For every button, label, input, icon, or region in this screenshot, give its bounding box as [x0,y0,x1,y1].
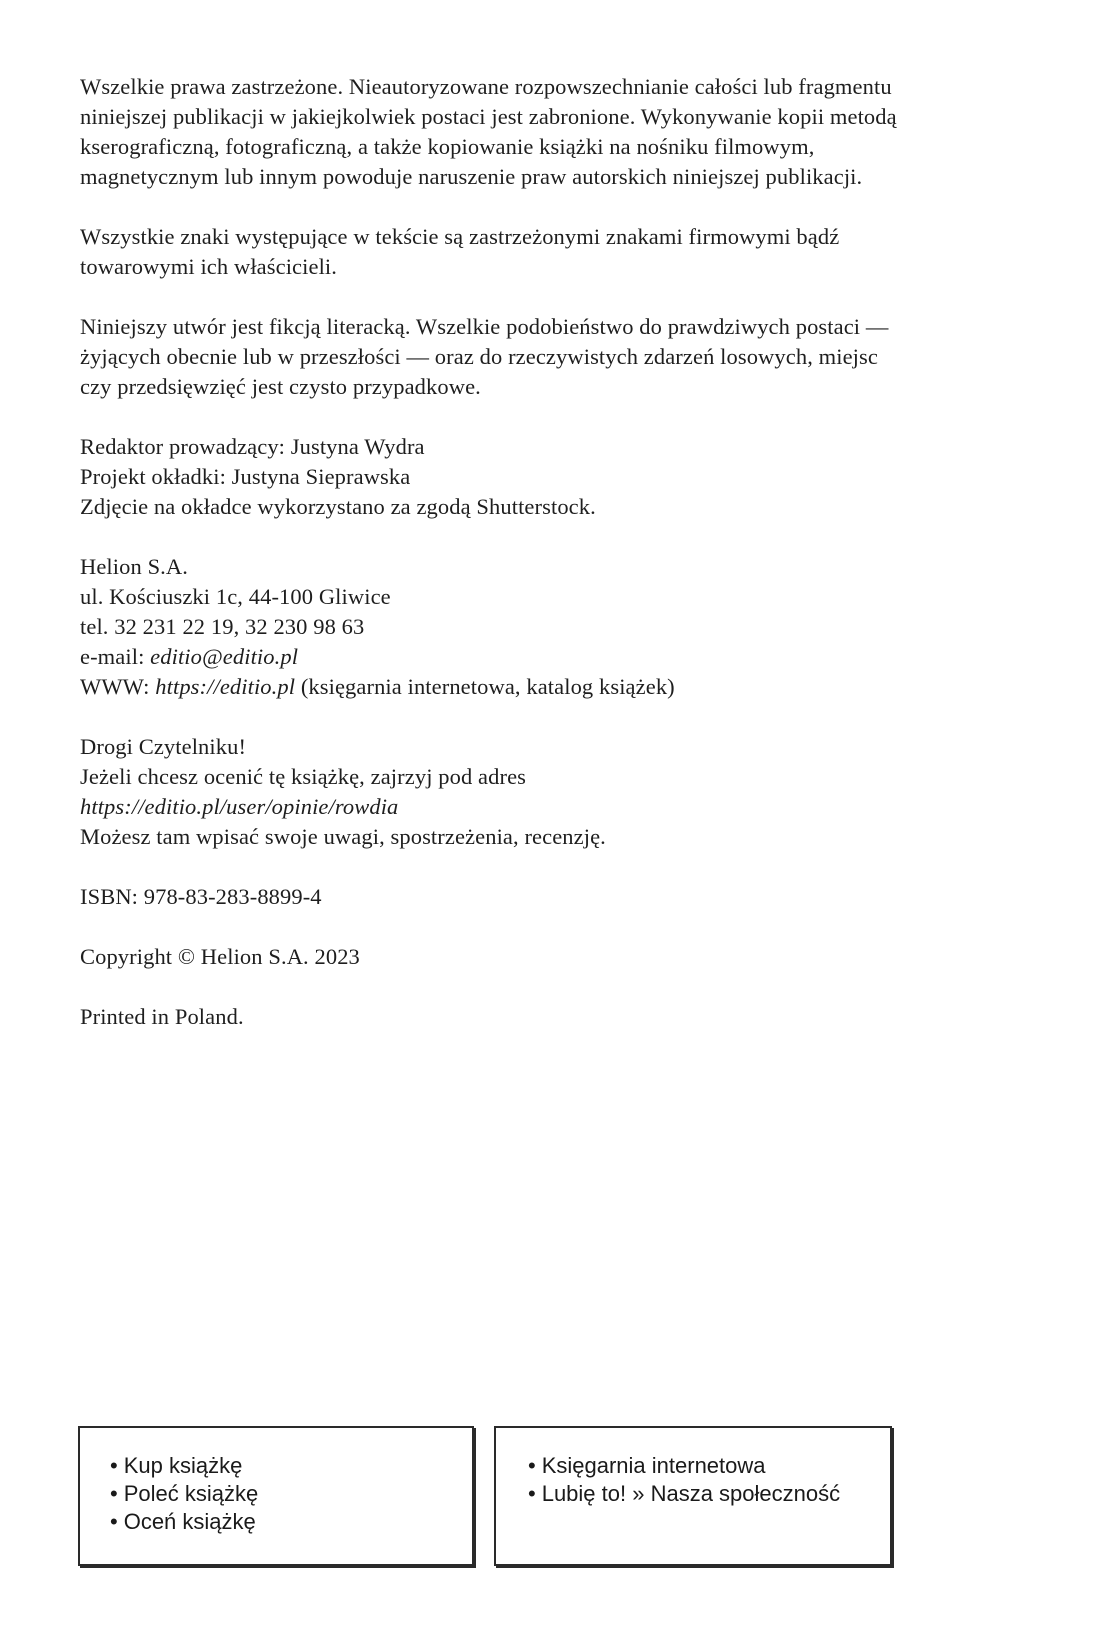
copyright [80,942,1020,972]
store-links-box [494,1426,892,1566]
link-label: Lubię to! » Nasza społeczność [541,1481,841,1506]
link-label: Poleć książkę [123,1481,259,1506]
rights-line: Wszelkie prawa zastrzeżone. Nieautoryzowane rozpowszechnianie całości lub fragmentu [80,74,892,99]
link-boxes [0,1426,1102,1566]
isbn-text: ISBN: 978-83-283-8899-4 [80,884,322,909]
trademark-line: towarowymi ich właścicieli. [80,254,338,279]
www-note: (księgarnia internetowa, katalog książek) [295,674,675,699]
cover-credit: Projekt okładki: Justyna Sieprawska [80,464,411,489]
fiction-disclaimer [80,312,1020,402]
bookstore-link[interactable] [528,1452,840,1480]
publisher-phone: tel. 32 231 22 19, 32 230 98 63 [80,614,365,639]
link-label: Oceń książkę [123,1509,256,1534]
reader-greeting: Drogi Czytelniku! [80,734,247,759]
reader-note-text: Możesz tam wpisać swoje uwagi, spostrzeżenia, recenzję. [80,824,606,849]
buy-book-link[interactable] [110,1452,258,1480]
www-link[interactable]: https://editio.pl [155,674,296,699]
publisher-email-row [80,642,1020,672]
rights-notice [80,72,1020,192]
fiction-line: czy przedsięwzięć jest czysto przypadkowe. [80,374,481,399]
trademark-line: Wszystkie znaki występujące w tekście są zastrzeżonymi znakami firmowymi bądź [80,224,840,249]
bullet-icon: • [110,1481,118,1506]
link-label: Kup książkę [123,1453,243,1478]
review-url-link[interactable]: https://editio.pl/user/opinie/rowdia [80,794,399,819]
imprint-page [80,72,1020,1062]
fiction-line: Niniejszy utwór jest fikcją literacką. Wszelkie podobieństwo do prawdziwych postaci — [80,314,889,339]
rate-book-link[interactable] [110,1508,258,1536]
publisher-address: ul. Kościuszki 1c, 44-100 Gliwice [80,584,391,609]
rights-line: niniejszej publikacji w jakiejkolwiek postaci jest zabronione. Wykonywanie kopii metodą [80,104,897,129]
bullet-icon: • [528,1481,536,1506]
bullet-icon: • [528,1453,536,1478]
link-label: Księgarnia internetowa [541,1453,766,1478]
fiction-line: żyjących obecnie lub w przeszłości — oraz do rzeczywistych zdarzeń losowych, miejsc [80,344,878,369]
photo-credit: Zdjęcie na okładce wykorzystano za zgodą Shutterstock. [80,494,596,519]
bullet-icon: • [110,1453,118,1478]
email-link[interactable]: editio@editio.pl [150,644,299,669]
email-label: e-mail: [80,644,151,669]
printed-text: Printed in Poland. [80,1004,244,1029]
isbn [80,882,1020,912]
www-label: WWW: [80,674,156,699]
bullet-icon: • [110,1509,118,1534]
book-actions-box [78,1426,474,1566]
rights-line: magnetycznym lub innym powoduje naruszenie praw autorskich niniejszej publikacji. [80,164,863,189]
trademark-notice [80,222,1020,282]
editor-credit: Redaktor prowadzący: Justyna Wydra [80,434,425,459]
reader-prompt: Jeżeli chcesz ocenić tę książkę, zajrzyj pod adres [80,764,527,789]
publisher-info [80,552,1020,702]
community-link[interactable] [528,1480,840,1508]
copyright-text: Copyright © Helion S.A. 2023 [80,944,360,969]
reader-note [80,732,1020,852]
credits [80,432,1020,522]
publisher-name: Helion S.A. [80,554,188,579]
printed-in [80,1002,1020,1032]
rights-line: kserograficzną, fotograficzną, a także kopiowanie książki na nośniku filmowym, [80,134,815,159]
publisher-www-row [80,672,1020,702]
recommend-book-link[interactable] [110,1480,258,1508]
